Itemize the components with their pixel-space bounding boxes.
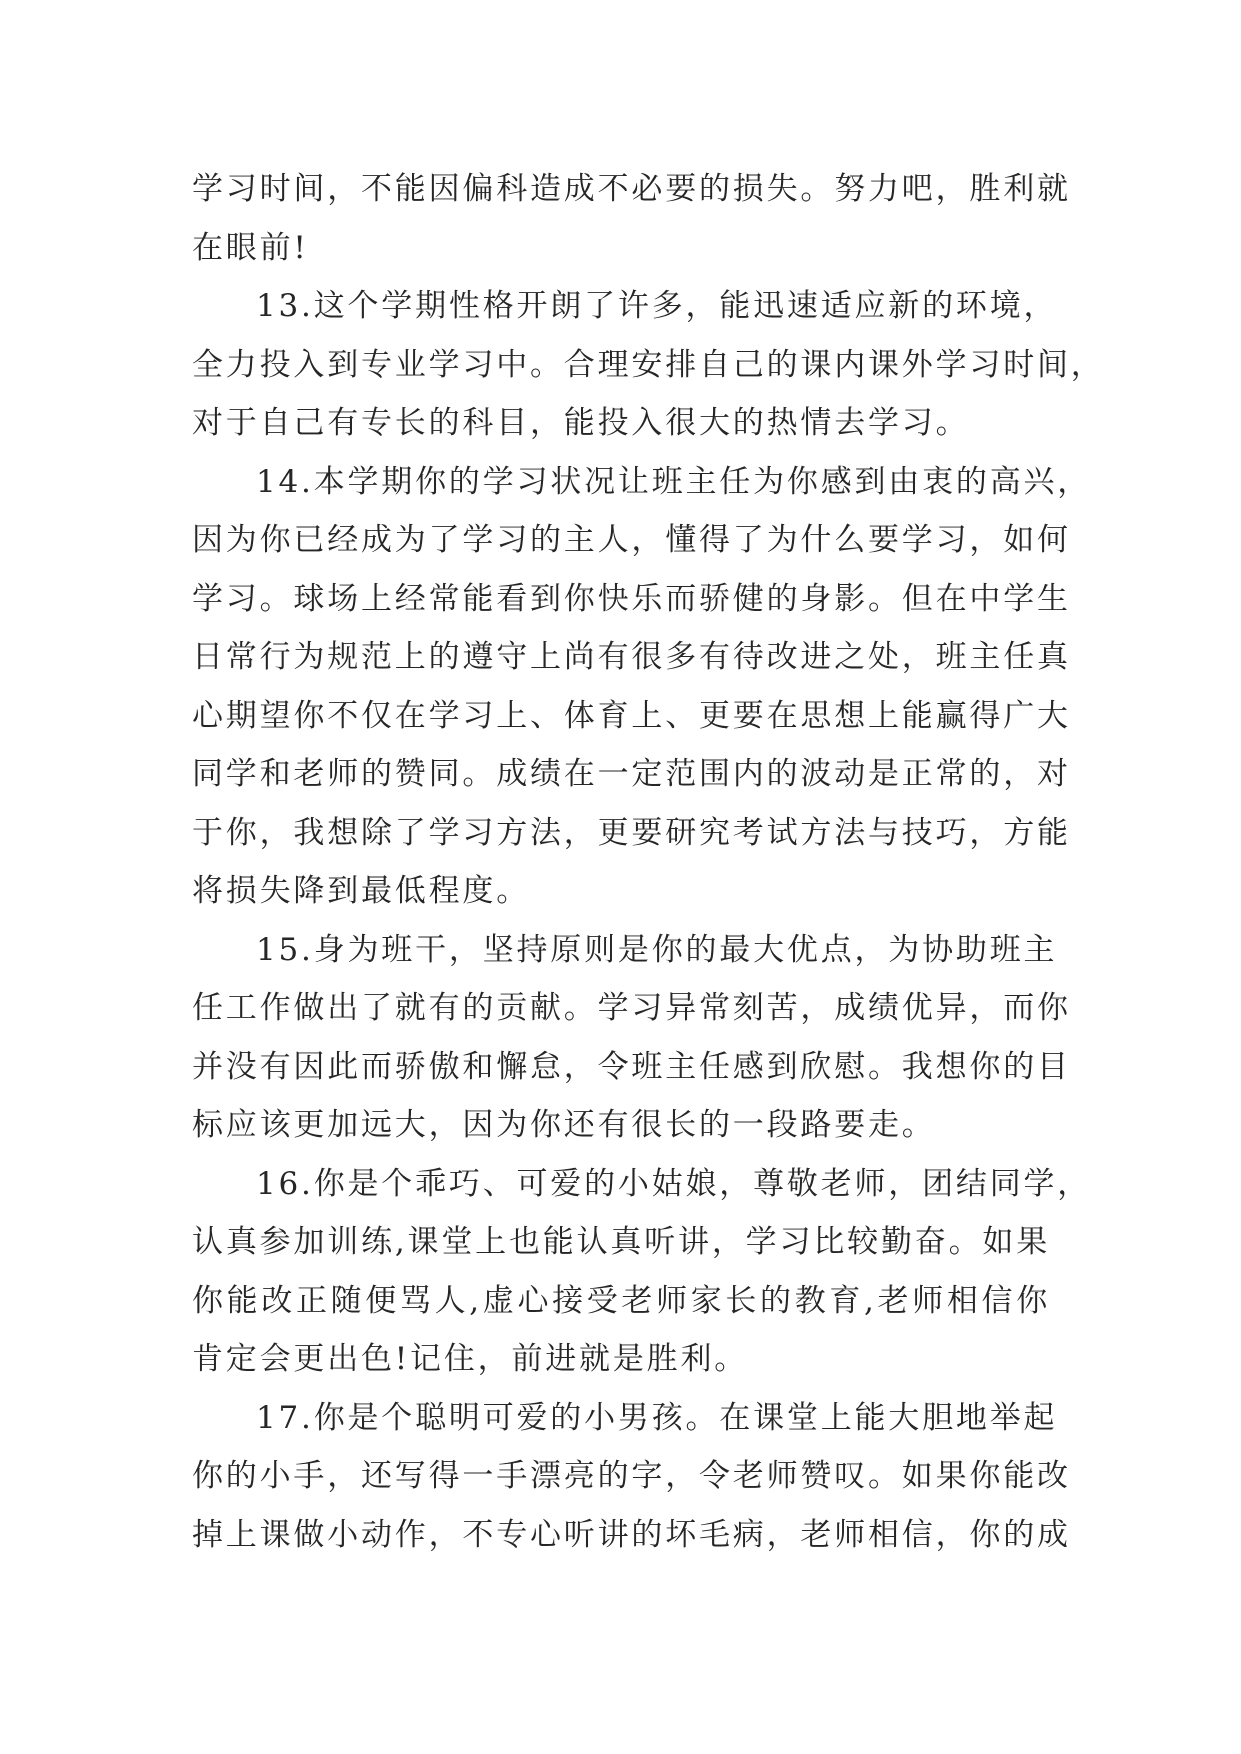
- text-line: 学习时间，不能因偏科造成不必要的损失。努力吧，胜利就: [192, 171, 1071, 207]
- document-body: [192, 160, 1105, 1564]
- text-line: 你能改正随便骂人,虚心接受老师家长的教育,老师相信你: [192, 1282, 1050, 1319]
- text-line: 认真参加训练,课堂上也能认真听讲，学习比较勤奋。如果: [192, 1224, 1050, 1260]
- text-line: 并没有因此而骄傲和懈怠，令班主任感到欣慰。我想你的目: [192, 1048, 1071, 1085]
- paragraph-first-line: 13.这个学期性格开朗了许多，能迅速适应新的环境，: [256, 288, 1058, 324]
- text-line: 日常行为规范上的遵守上尚有很多有待改进之处，班主任真: [192, 639, 1071, 675]
- text-line: 对于自己有专长的科目，能投入很大的热情去学习。: [192, 405, 970, 441]
- text-line: 掉上课做小动作，不专心听讲的坏毛病，老师相信，你的成: [192, 1516, 1071, 1553]
- text-line: 你的小手，还写得一手漂亮的字，令老师赞叹。如果你能改: [192, 1458, 1071, 1494]
- paragraph-first-line: 14.本学期你的学习状况让班主任为你感到由衷的高兴，: [256, 463, 1092, 500]
- text-line: 学习。球场上经常能看到你快乐而骄健的身影。但在中学生: [192, 580, 1071, 617]
- text-line: 全力投入到专业学习中。合理安排自己的课内课外学习时间，: [192, 346, 1105, 383]
- paragraph-first-line: 15.身为班干，坚持原则是你的最大优点，为协助班主: [256, 931, 1058, 968]
- paragraph-first-line: 16.你是个乖巧、可爱的小姑娘，尊敬老师，团结同学，: [256, 1165, 1092, 1202]
- text-line: 在眼前!: [192, 229, 309, 266]
- text-line: 将损失降到最低程度。: [192, 873, 530, 909]
- text-line: 因为你已经成为了学习的主人，懂得了为什么要学习，如何: [192, 522, 1071, 558]
- text-line: 肯定会更出色!记住，前进就是胜利。: [192, 1341, 749, 1377]
- text-line: 标应该更加远大，因为你还有很长的一段路要走。: [192, 1107, 936, 1143]
- paragraph-first-line: 17.你是个聪明可爱的小男孩。在课堂上能大胆地举起: [256, 1399, 1058, 1436]
- text-line: 任工作做出了就有的贡献。学习异常刻苦，成绩优异，而你: [192, 990, 1071, 1026]
- text-line: 心期望你不仅在学习上、体育上、更要在思想上能赢得广大: [192, 697, 1071, 734]
- text-line: 同学和老师的赞同。成绩在一定范围内的波动是正常的，对: [192, 756, 1071, 792]
- text-line: 于你，我想除了学习方法，更要研究考试方法与技巧，方能: [192, 814, 1071, 851]
